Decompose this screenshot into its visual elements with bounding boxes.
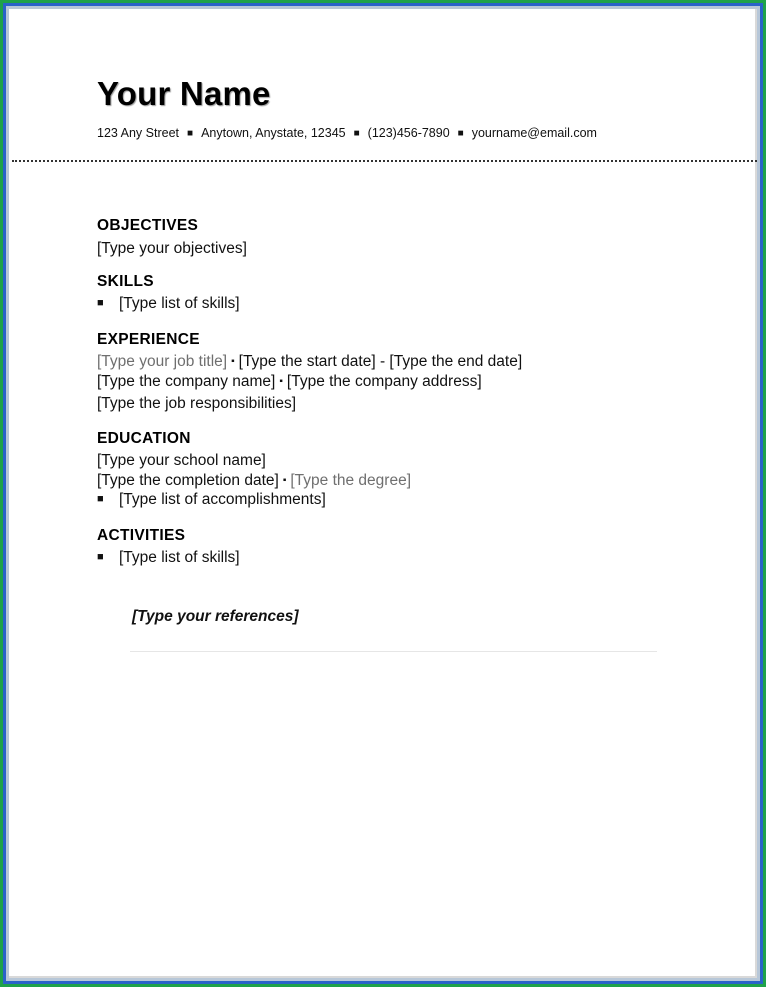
contact-line: [97, 126, 597, 140]
inline-separator: ▪: [279, 376, 283, 387]
job-title: [Type your job title]: [97, 353, 228, 370]
contact-separator: ■: [353, 128, 360, 139]
company-address: [Type the company address]: [286, 373, 482, 390]
contact-separator: ■: [457, 128, 464, 139]
inline-separator: ▪: [282, 475, 287, 486]
degree: [Type the degree]: [290, 472, 411, 489]
objectives-text[interactable]: [Type your objectives]: [97, 240, 247, 257]
completion-date: [Type the completion date]: [97, 472, 279, 489]
experience-heading: EXPERIENCE: [97, 331, 200, 348]
dotted-divider: [12, 160, 757, 162]
contact-street: 123 Any Street: [97, 126, 180, 140]
activities-heading: ACTIVITIES: [97, 527, 186, 544]
date-dash: -: [375, 353, 390, 370]
activities-list-item[interactable]: [97, 549, 240, 567]
references-divider: [130, 651, 657, 652]
bullet-mark: ■: [97, 297, 104, 309]
bullet-mark: ■: [97, 551, 104, 563]
resume-page: [9, 9, 757, 978]
contact-email: yourname@email.com: [471, 126, 597, 140]
contact-city: Anytown, Anystate, 12345: [201, 126, 346, 140]
contact-separator: ■: [187, 128, 194, 139]
resume-name: Your Name: [97, 75, 271, 112]
experience-title-dates[interactable]: [97, 353, 522, 371]
end-date: [Type the end date]: [389, 353, 523, 370]
skills-list-item[interactable]: [97, 295, 240, 313]
job-responsibilities[interactable]: [Type the job responsibilities]: [97, 395, 297, 412]
objectives-heading: OBJECTIVES: [97, 217, 199, 234]
contact-phone: (123)456-7890: [367, 126, 450, 140]
education-date-degree[interactable]: [97, 472, 411, 490]
skills-item-text: [Type list of skills]: [119, 295, 240, 312]
bullet-mark: ■: [97, 493, 104, 505]
inline-separator: ▪: [231, 356, 235, 367]
accomplishments-item-text: [Type list of accomplishments]: [119, 491, 326, 508]
references-text[interactable]: [Type your references]: [132, 608, 299, 625]
school-name[interactable]: [Type your school name]: [97, 452, 266, 469]
accomplishments-list-item[interactable]: [97, 491, 326, 509]
activities-item-text: [Type list of skills]: [119, 549, 240, 566]
experience-company[interactable]: [97, 373, 482, 391]
start-date: [Type the start date]: [238, 353, 376, 370]
skills-heading: SKILLS: [97, 273, 154, 290]
company-name: [Type the company name]: [97, 373, 276, 390]
education-heading: EDUCATION: [97, 430, 191, 447]
